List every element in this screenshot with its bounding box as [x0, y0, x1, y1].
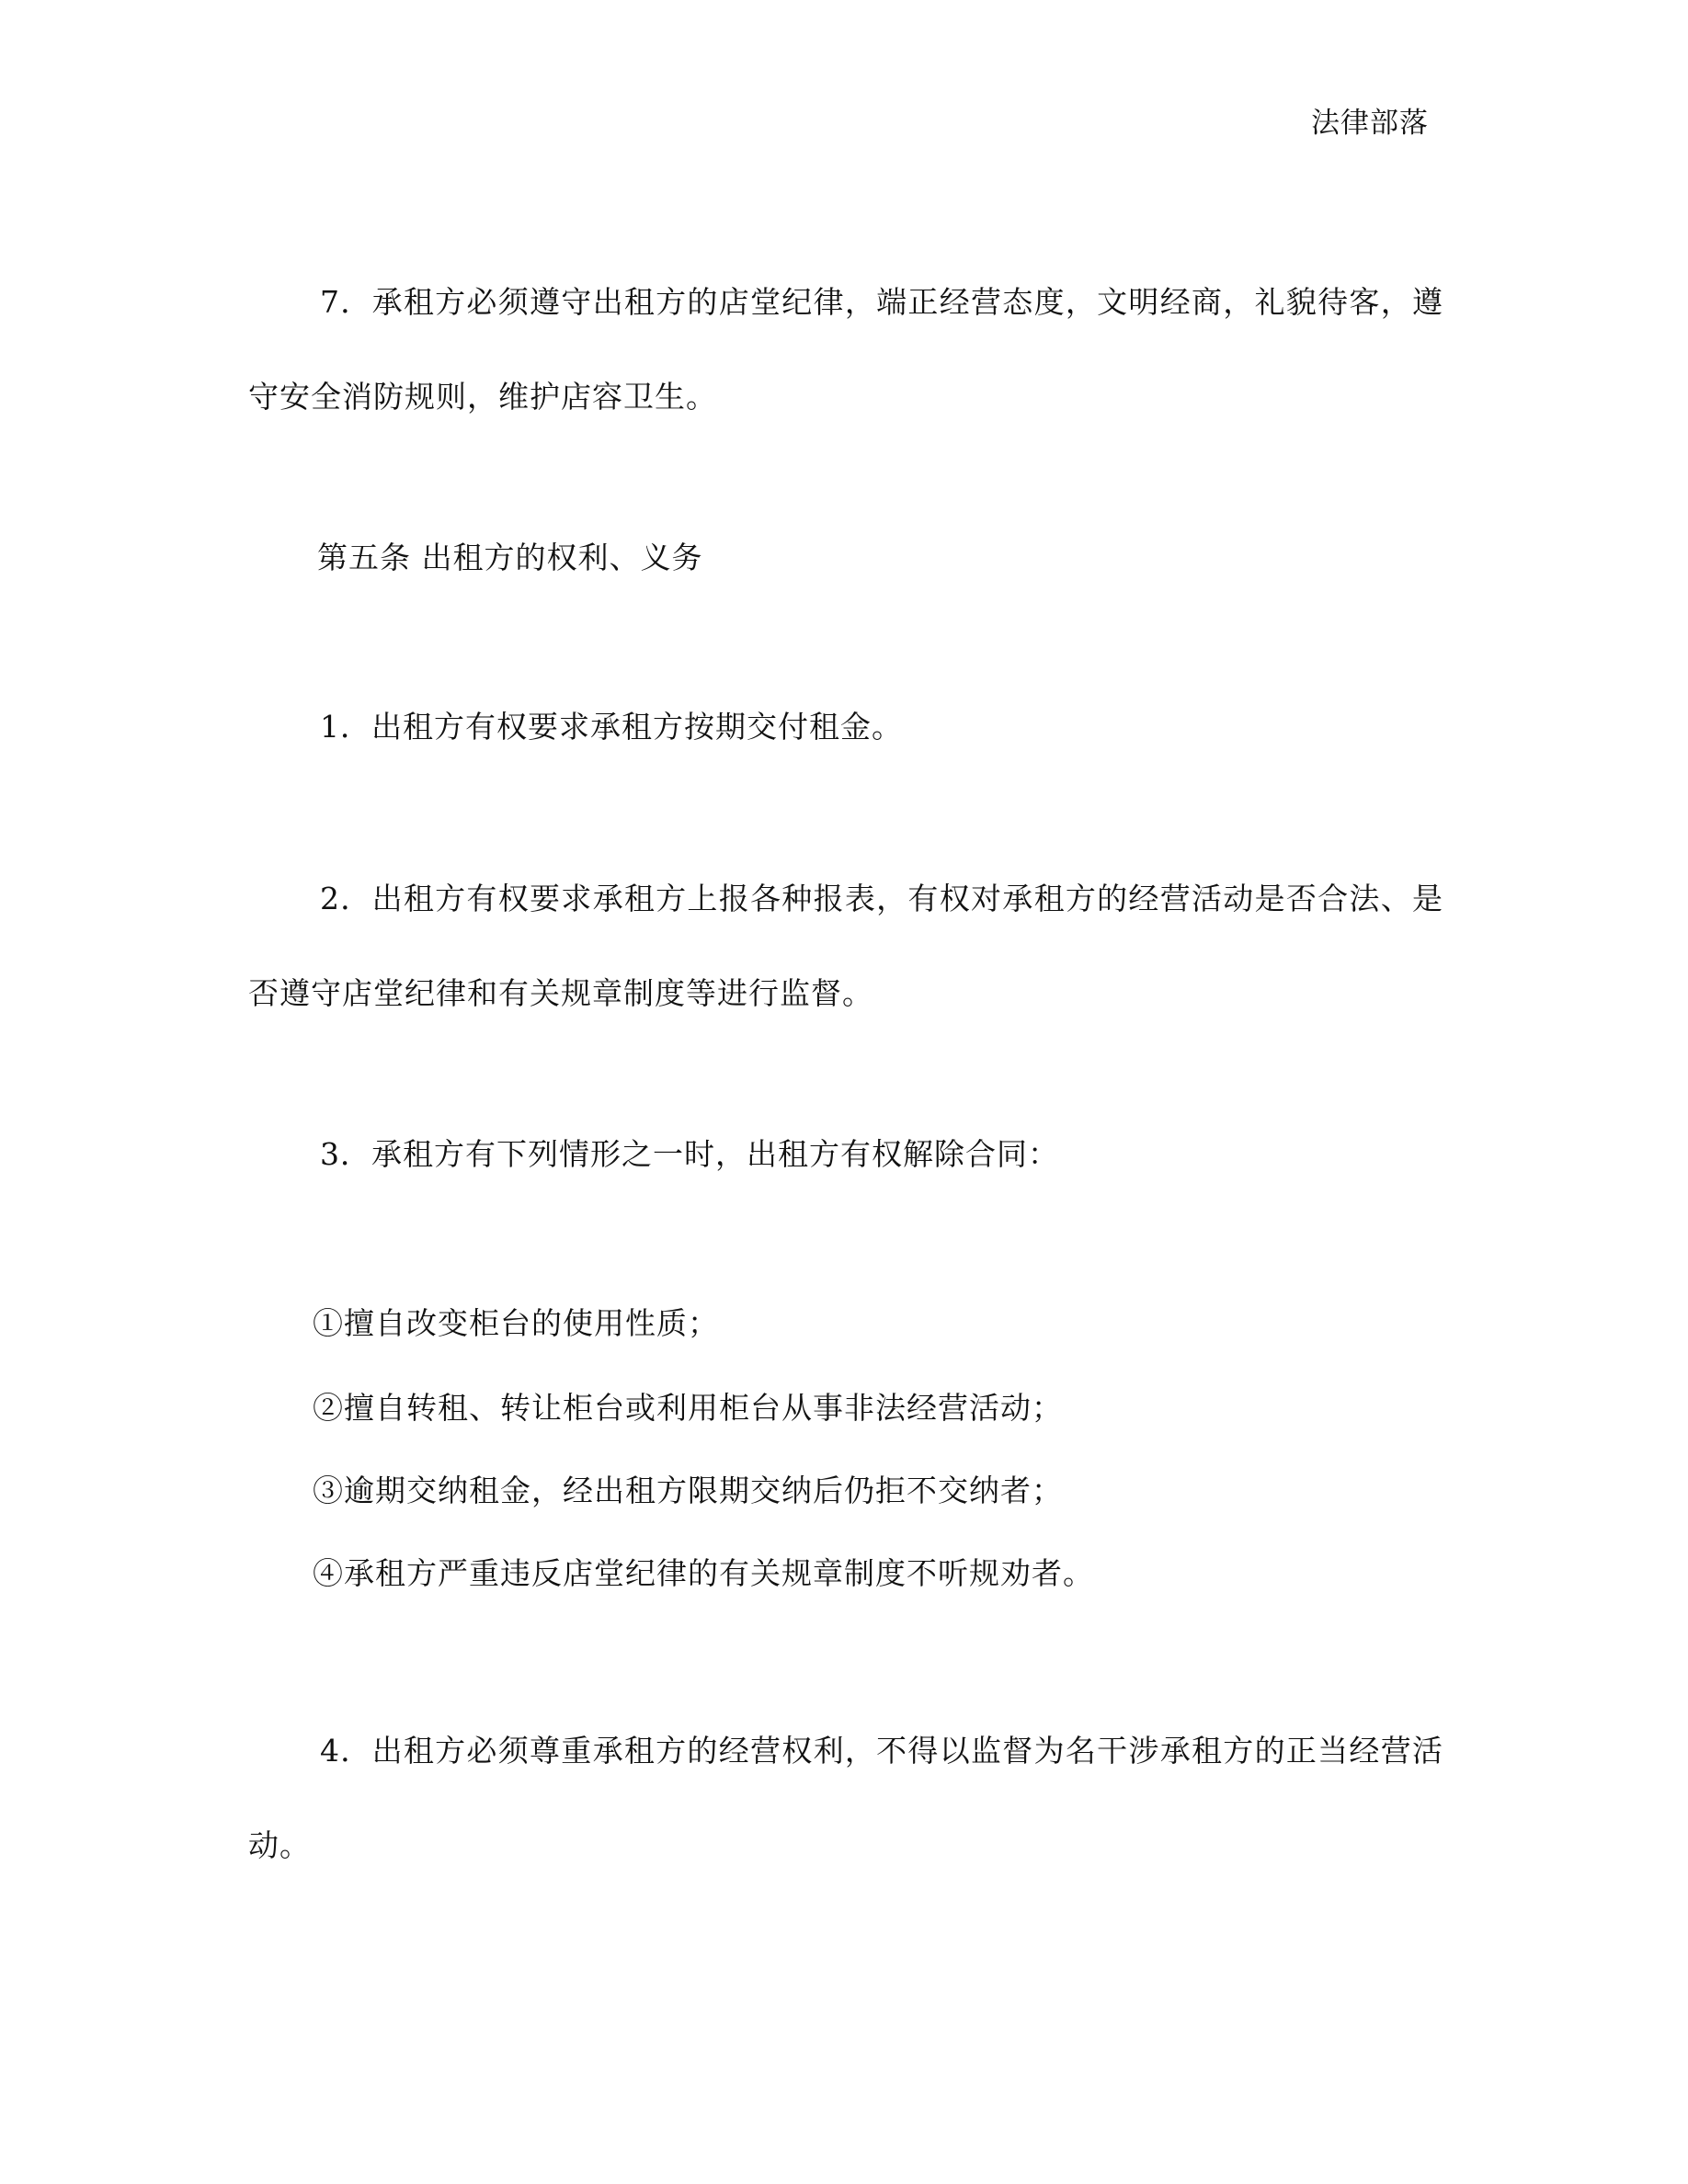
paragraph-item-1: 1．出租方有权要求承租方按期交付租金。 — [320, 709, 903, 745]
condition-item-2: ②擅自转租、转让柜台或利用柜台从事非法经营活动； — [313, 1390, 1063, 1426]
paragraph-item-7: 7．承租方必须遵守出租方的店堂纪律，端正经营态度，文明经商，礼貌待客，遵守安全消防规则，维护店容卫生。 — [248, 284, 1443, 415]
condition-item-1: ①擅自改变柜台的使用性质； — [313, 1305, 719, 1341]
condition-item-4: ④承租方严重违反店堂纪律的有关规章制度不听规劝者。 — [313, 1555, 1094, 1591]
paragraph-item-4: 4．出租方必须尊重承租方的经营权利，不得以监督为名干涉承租方的正当经营活动。 — [248, 1733, 1443, 1863]
condition-item-3: ③逾期交纳租金，经出租方限期交纳后仍拒不交纳者； — [313, 1473, 1063, 1508]
article-5-title: 第五条 出租方的权利、义务 — [317, 540, 703, 575]
header-brand: 法律部落 — [1311, 107, 1429, 140]
paragraph-item-3: 3．承租方有下列情形之一时，出租方有权解除合同： — [320, 1136, 1059, 1172]
paragraph-item-2: 2．出租方有权要求承租方上报各种报表，有权对承租方的经营活动是否合法、是否遵守店堂纪律和有关规章制度等进行监督。 — [248, 881, 1443, 1011]
